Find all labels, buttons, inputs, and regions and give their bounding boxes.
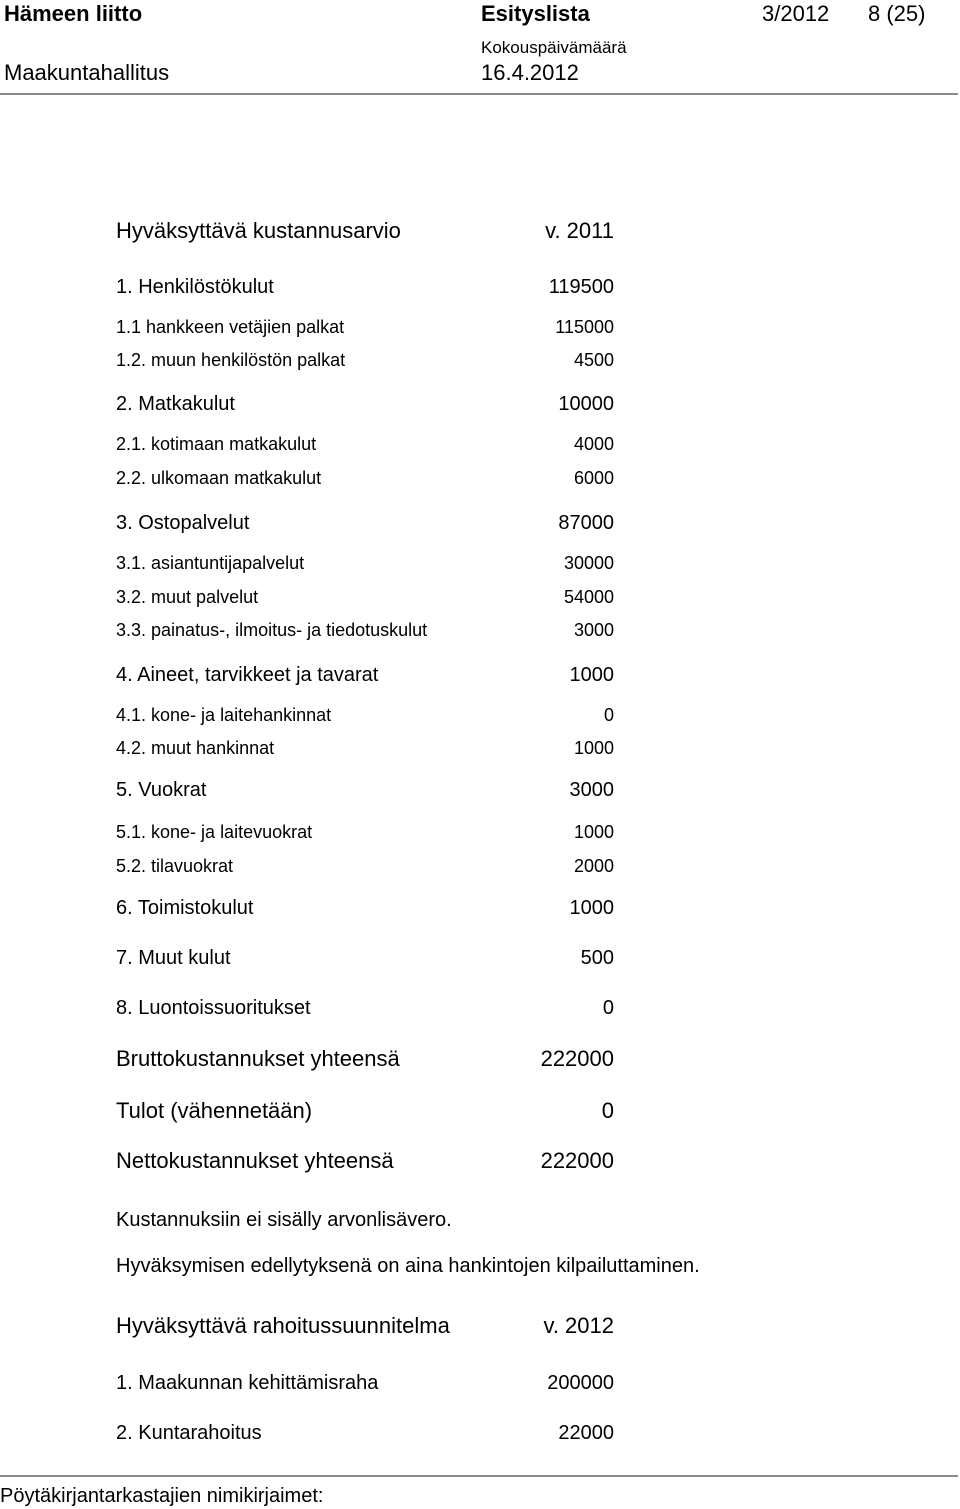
net-total-value: 222000 [540, 1148, 614, 1173]
budget-row-value: 6000 [573, 468, 614, 488]
budget-row-label: 8. Luontoissuoritukset [116, 997, 311, 1019]
budget-row-label: 4. Aineet, tarvikkeet ja tavarat [116, 664, 379, 686]
budget-row-label: 2.2. ulkomaan matkakulut [116, 468, 322, 488]
budget-row-value: 4500 [573, 350, 614, 370]
gross-total-label: Bruttokustannukset yhteensä [116, 1046, 400, 1071]
budget-row-label: 3.1. asiantuntijapalvelut [116, 553, 305, 573]
governing-body: Maakuntahallitus [4, 60, 170, 85]
budget-row-label: 3. Ostopalvelut [116, 512, 250, 534]
budget-row-value: 4000 [573, 434, 614, 454]
meeting-date-label: Kokouspäivämäärä [481, 38, 627, 57]
budget-row-label: 3.3. painatus-, ilmoitus- ja tiedotuskulut [116, 620, 428, 640]
budget-row-label: 1.1 hankkeen vetäjien palkat [116, 317, 345, 337]
budget-row-value: 87000 [558, 512, 614, 534]
budget-title: Hyväksyttävä kustannusarvio [116, 218, 401, 243]
income-label: Tulot (vähennetään) [116, 1098, 313, 1123]
gross-total-value: 222000 [540, 1046, 614, 1071]
funding-year: v. 2012 [543, 1313, 614, 1338]
budget-row-value: 0 [602, 997, 614, 1019]
page-number: 8 (25) [868, 1, 926, 26]
budget-row-label: 7. Muut kulut [116, 947, 231, 969]
budget-row-label: 4.1. kone- ja laitehankinnat [116, 705, 332, 725]
budget-row-value: 500 [580, 947, 614, 969]
funding-title: Hyväksyttävä rahoitussuunnitelma [116, 1313, 450, 1338]
budget-row-label: 5. Vuokrat [116, 779, 207, 801]
procurement-note: Hyväksymisen edellytyksenä on aina hankintojen kilpailuttaminen. [116, 1255, 700, 1277]
budget-row-value: 2000 [573, 856, 614, 876]
budget-row-label: 1. Henkilöstökulut [116, 276, 274, 298]
budget-row-label: 5.1. kone- ja laitevuokrat [116, 822, 313, 842]
organization-name: Hämeen liitto [4, 1, 143, 26]
budget-row-label: 3.2. muut palvelut [116, 587, 259, 607]
budget-row-value: 0 [603, 705, 614, 725]
budget-row-value: 54000 [563, 587, 614, 607]
budget-row-value: 3000 [569, 779, 614, 801]
net-total-label: Nettokustannukset yhteensä [116, 1148, 394, 1173]
budget-row-value: 115000 [555, 317, 614, 337]
budget-row-value: 119500 [548, 276, 614, 298]
funding-row-label: 1. Maakunnan kehittämisraha [116, 1372, 379, 1394]
budget-row-label: 5.2. tilavuokrat [116, 856, 234, 876]
budget-year: v. 2011 [545, 218, 614, 243]
funding-row-label: 2. Kuntarahoitus [116, 1422, 262, 1444]
document-number: 3/2012 [762, 1, 830, 26]
budget-row-label: 6. Toimistokulut [116, 897, 254, 919]
footer-divider [0, 1475, 958, 1477]
funding-row-value: 200000 [547, 1372, 614, 1394]
budget-row-value: 1000 [569, 897, 614, 919]
budget-row-value: 3000 [573, 620, 614, 640]
budget-row-label: 2.1. kotimaan matkakulut [116, 434, 317, 454]
signatures-label: Pöytäkirjantarkastajien nimikirjaimet: [0, 1485, 324, 1507]
meeting-date: 16.4.2012 [481, 60, 579, 85]
vat-note: Kustannuksiin ei sisälly arvonlisävero. [116, 1209, 452, 1231]
budget-row-label: 2. Matkakulut [116, 393, 235, 415]
budget-row-value: 30000 [563, 553, 614, 573]
income-value: 0 [601, 1098, 614, 1123]
budget-row-value: 1000 [573, 822, 614, 842]
budget-row-value: 1000 [573, 738, 614, 758]
budget-row-label: 4.2. muut hankinnat [116, 738, 275, 758]
budget-row-label: 1.2. muun henkilöstön palkat [116, 350, 346, 370]
budget-row-value: 1000 [569, 664, 614, 686]
funding-row-value: 22000 [558, 1422, 614, 1444]
header-divider [0, 93, 958, 95]
budget-row-value: 10000 [558, 393, 614, 415]
document-type: Esityslista [481, 1, 590, 26]
